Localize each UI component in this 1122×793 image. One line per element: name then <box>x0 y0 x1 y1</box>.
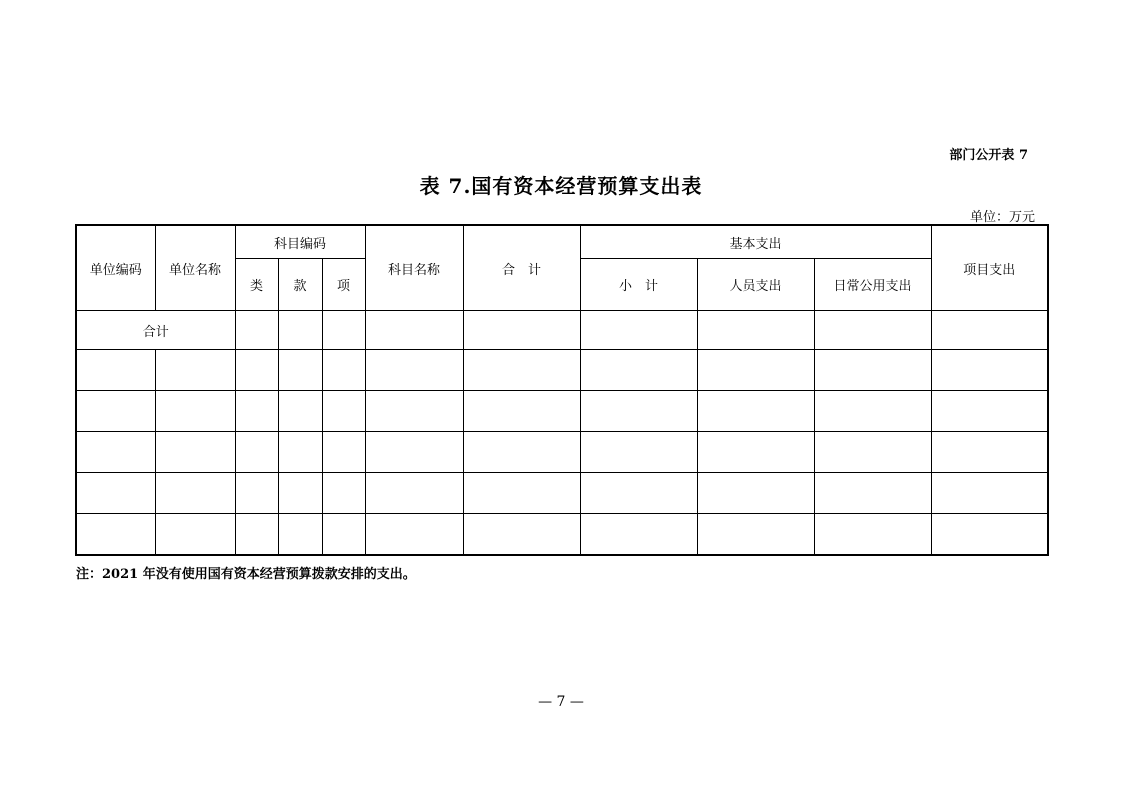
table-cell <box>931 432 1048 473</box>
table-cell <box>155 473 235 514</box>
header-personnel-expense: 人员支出 <box>697 259 814 311</box>
table-cell <box>235 311 278 350</box>
table-cell <box>814 391 931 432</box>
table-header-row <box>76 225 1048 259</box>
table-cell <box>76 391 155 432</box>
table-cell <box>322 311 365 350</box>
table-row <box>76 514 1048 556</box>
table-cell <box>580 391 697 432</box>
table-cell <box>235 432 278 473</box>
table-cell <box>155 350 235 391</box>
table-row <box>76 350 1048 391</box>
table-cell <box>814 514 931 556</box>
header-project-expense: 项目支出 <box>931 225 1048 311</box>
table-row <box>76 432 1048 473</box>
table-cell <box>278 391 322 432</box>
table-cell <box>76 473 155 514</box>
table-cell <box>278 350 322 391</box>
table-cell <box>278 311 322 350</box>
table-cell <box>278 432 322 473</box>
table-cell <box>278 473 322 514</box>
header-item: 项 <box>322 259 365 311</box>
table-cell <box>463 432 580 473</box>
table-cell <box>580 350 697 391</box>
table-cell <box>697 473 814 514</box>
table-cell <box>235 473 278 514</box>
table-cell <box>463 311 580 350</box>
table-cell <box>580 311 697 350</box>
table-cell <box>697 514 814 556</box>
table-cell <box>365 391 463 432</box>
corner-label: 部门公开表 7 <box>949 148 1028 163</box>
table-cell <box>365 350 463 391</box>
table-cell <box>463 473 580 514</box>
header-subject-code: 科目编码 <box>235 225 365 259</box>
table-cell <box>463 350 580 391</box>
table-cell <box>365 311 463 350</box>
table-cell <box>322 391 365 432</box>
page-number: — 7 — <box>538 694 584 710</box>
table-cell <box>931 514 1048 556</box>
header-unit-code: 单位编码 <box>76 225 155 311</box>
table-cell <box>365 514 463 556</box>
table-cell <box>235 350 278 391</box>
table-cell <box>697 311 814 350</box>
table-cell <box>697 391 814 432</box>
table-cell <box>931 350 1048 391</box>
table-cell <box>322 514 365 556</box>
table-cell <box>155 432 235 473</box>
table-cell <box>697 432 814 473</box>
header-section: 款 <box>278 259 322 311</box>
table-cell <box>322 432 365 473</box>
header-basic-expense: 基本支出 <box>580 225 931 259</box>
table-cell <box>814 350 931 391</box>
table-cell <box>814 432 931 473</box>
header-daily-public-expense: 日常公用支出 <box>814 259 931 311</box>
table-cell <box>76 350 155 391</box>
table-cell <box>814 311 931 350</box>
table-cell <box>76 514 155 556</box>
header-subject-name: 科目名称 <box>365 225 463 311</box>
table-cell <box>235 514 278 556</box>
total-row <box>76 311 1048 350</box>
table-row <box>76 391 1048 432</box>
table-cell <box>365 473 463 514</box>
header-subtotal: 小 计 <box>580 259 697 311</box>
header-unit-name: 单位名称 <box>155 225 235 311</box>
header-category: 类 <box>235 259 278 311</box>
table-cell <box>814 473 931 514</box>
table-cell <box>580 514 697 556</box>
table-cell <box>322 473 365 514</box>
table-cell <box>155 514 235 556</box>
table-cell <box>580 432 697 473</box>
table-cell <box>322 350 365 391</box>
table-cell <box>235 391 278 432</box>
table-cell <box>463 391 580 432</box>
table-cell <box>155 391 235 432</box>
unit-label: 单位：万元 <box>969 210 1035 225</box>
table-cell <box>931 473 1048 514</box>
total-row-label: 合计 <box>76 311 235 350</box>
table-cell <box>931 311 1048 350</box>
table-cell <box>931 391 1048 432</box>
table-note: 注：2021 年没有使用国有资本经营预算拨款安排的支出。 <box>76 567 416 582</box>
table-cell <box>463 514 580 556</box>
table-cell <box>76 432 155 473</box>
header-total: 合 计 <box>463 225 580 311</box>
budget-expenditure-table <box>75 224 1049 556</box>
table-cell <box>278 514 322 556</box>
page-title: 表 7.国有资本经营预算支出表 <box>419 174 703 198</box>
table-cell <box>697 350 814 391</box>
table-cell <box>365 432 463 473</box>
table-cell <box>580 473 697 514</box>
table-row <box>76 473 1048 514</box>
